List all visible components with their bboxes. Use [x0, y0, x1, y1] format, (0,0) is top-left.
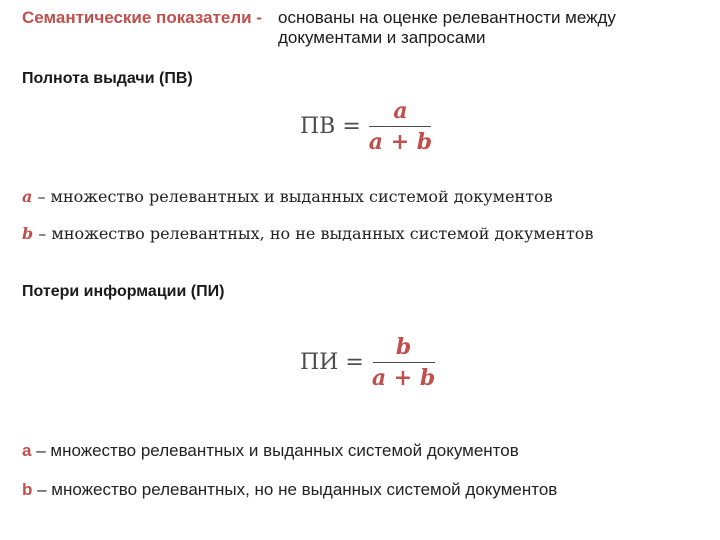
fraction-denominator: a + b [368, 129, 433, 155]
definition-text: – множество релевантных, но не выданных системой документов [37, 480, 558, 499]
definition-text: – множество релевантных и выданных системой документов [37, 187, 553, 206]
fraction-numerator: b [395, 334, 412, 360]
definition-a [22, 441, 519, 461]
title-strong: Семантические показатели - [22, 8, 262, 27]
fraction [369, 98, 432, 155]
section-heading-recall: Полнота выдачи (ПВ) [22, 70, 193, 87]
definition-variable: a [22, 441, 32, 460]
formula-lhs: ПИ = [300, 350, 364, 375]
formula-recall [300, 98, 432, 155]
slide-title [22, 8, 262, 28]
definition-text: – множество релевантных, но не выданных системой документов [38, 224, 594, 243]
formula-loss [300, 334, 435, 391]
fraction-numerator: a [393, 98, 408, 124]
fraction-denominator: a + b [371, 365, 436, 391]
definition-variable: b [22, 480, 33, 499]
formula-lhs: ПВ = [300, 114, 361, 139]
definition-variable: b [22, 224, 34, 243]
title-description: основаны на оценке релевантности между документами и запросами [278, 8, 616, 47]
section-heading-loss: Потери информации (ПИ) [22, 283, 225, 300]
definition-a [22, 187, 553, 206]
definition-b [22, 480, 557, 500]
definition-text: – множество релевантных и выданных системой документов [36, 441, 519, 460]
fraction [372, 334, 435, 391]
definition-variable: a [22, 187, 33, 206]
definition-b [22, 224, 593, 243]
